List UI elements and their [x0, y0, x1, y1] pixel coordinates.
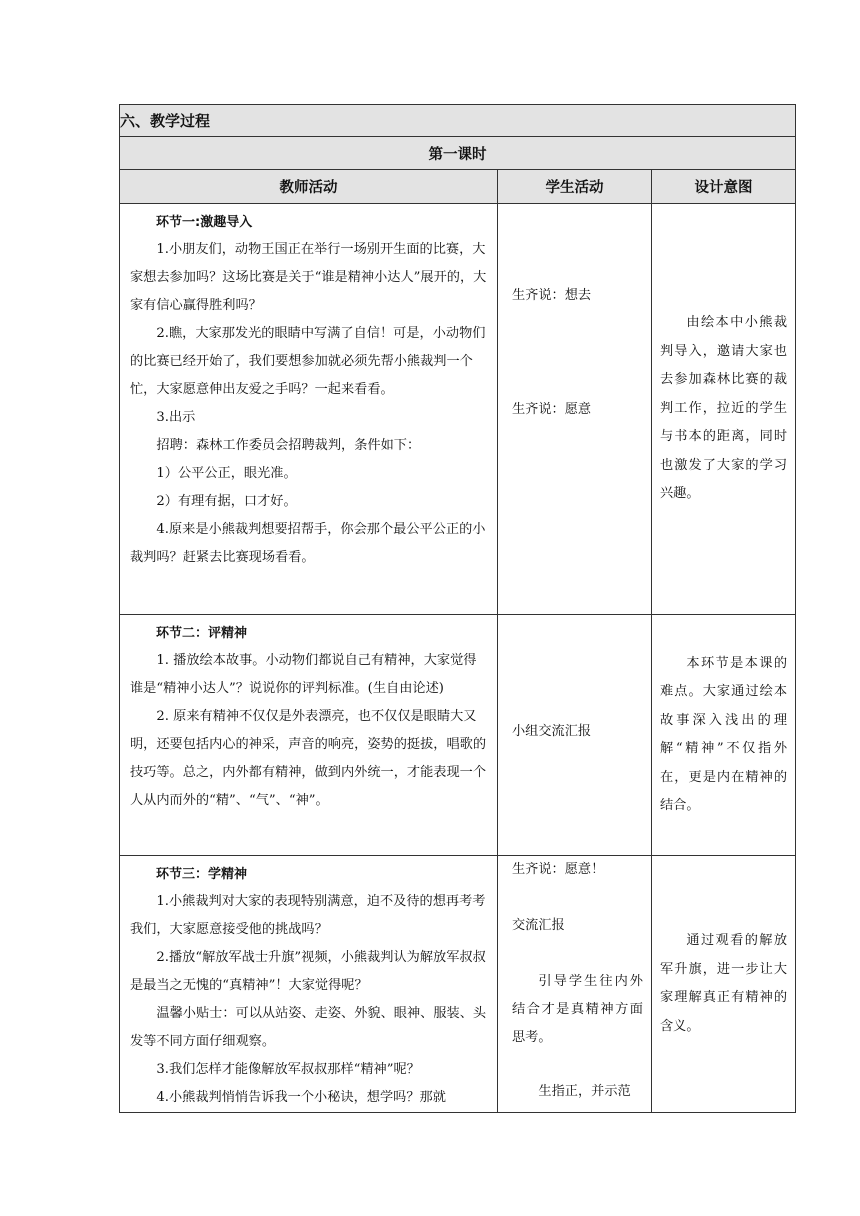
header-student-activity: 学生活动	[498, 170, 652, 204]
teaching-process-table	[119, 104, 796, 1113]
teacher-paragraph: 1.小熊裁判对大家的表现特别满意，迫不及待的想再考考我们，大家愿意接受他的挑战吗？	[130, 894, 486, 937]
student-activity-text: 生指正，并示范	[538, 1084, 631, 1099]
design-intent-cell	[652, 204, 796, 615]
student-activity-cell	[498, 615, 652, 856]
teacher-paragraph: 招聘：森林工作委员会招聘裁判，条件如下：	[156, 438, 421, 453]
teacher-paragraph: 3.出示	[156, 410, 196, 425]
step-title: 环节三：学精神	[156, 867, 248, 882]
teacher-activity-cell	[120, 856, 498, 1113]
lesson-title: 第一课时	[120, 137, 796, 170]
section-title: 六、教学过程	[120, 105, 796, 137]
student-activity-cell	[498, 856, 652, 1113]
design-intent-text: 通过观看的解放军升旗，进一步让大家理解真正有精神的含义。	[660, 933, 788, 1034]
table-row	[120, 204, 796, 615]
design-intent-cell	[652, 615, 796, 856]
teacher-paragraph: 2.瞧，大家那发光的眼睛中写满了自信！可是，小动物们的比赛已经开始了，我们要想参加就必须先帮小熊裁判一个忙，大家愿意伸出友爱之手吗？一起来看看。	[130, 326, 486, 397]
student-activity-text: 引导学生往内外结合才是真精神方面思考。	[512, 974, 643, 1045]
student-activity-text: 生齐说：愿意	[512, 402, 592, 417]
step-title: 环节二：评精神	[156, 626, 248, 641]
student-activity-text: 生齐说：愿意！	[512, 862, 605, 877]
header-teacher-activity: 教师活动	[120, 170, 498, 204]
teacher-paragraph: 2）有理有据，口才好。	[156, 494, 297, 509]
student-activity-cell	[498, 204, 652, 615]
table-row	[120, 615, 796, 856]
teacher-paragraph: 1. 播放绘本故事。小动物们都说自己有精神，大家觉得谁是“精神小达人”？说说你的评判标准。(生自由论述)	[130, 653, 477, 696]
design-intent-text: 本环节是本课的难点。大家通过绘本故事深入浅出的理解“精神”不仅指外在，更是内在精神的结合。	[660, 655, 788, 813]
teacher-paragraph: 2. 原来有精神不仅仅是外表漂亮，也不仅仅是眼睛大又明，还要包括内心的神采，声音的响亮，姿势的挺拔，唱歌的技巧等。总之，内外都有精神，做到内外统一，才能表现一个人从内而外的“精”、“气”、“神”。	[130, 709, 487, 808]
teacher-paragraph: 4.小熊裁判悄悄告诉我一个小秘诀，想学吗？那就	[156, 1090, 446, 1105]
student-activity-text: 生齐说：想去	[512, 288, 592, 303]
teacher-paragraph: 2.播放“解放军战士升旗”视频，小熊裁判认为解放军叔叔是最当之无愧的“真精神”！大家觉得呢？	[130, 950, 486, 993]
table-row	[120, 856, 796, 1113]
teacher-paragraph: 1）公平公正，眼光准。	[156, 466, 297, 481]
teacher-activity-cell	[120, 204, 498, 615]
header-design-intent: 设计意图	[652, 170, 796, 204]
design-intent-cell	[652, 856, 796, 1113]
step-title: 环节一:激趣导入	[156, 215, 253, 230]
teacher-paragraph: 温馨小贴士：可以从站姿、走姿、外貌、眼神、服装、头发等不同方面仔细观察。	[130, 1006, 487, 1049]
design-intent-text: 由绘本中小熊裁判导入，邀请大家也去参加森林比赛的裁判工作，拉近的学生与书本的距离，同时也激发了大家的学习兴趣。	[660, 315, 788, 502]
teacher-paragraph: 3.我们怎样才能像解放军叔叔那样“精神”呢？	[156, 1062, 420, 1077]
teacher-paragraph: 1.小朋友们，动物王国正在举行一场别开生面的比赛，大家想去参加吗？这场比赛是关于“谁是精神小达人”展开的，大家有信心赢得胜利吗？	[130, 242, 487, 313]
teacher-paragraph: 4.原来是小熊裁判想要招帮手，你会那个最公平公正的小裁判吗？赶紧去比赛现场看看。	[130, 522, 486, 565]
teacher-activity-cell	[120, 615, 498, 856]
student-activity-text: 交流汇报	[512, 918, 565, 933]
student-activity-text: 小组交流汇报	[512, 724, 592, 739]
